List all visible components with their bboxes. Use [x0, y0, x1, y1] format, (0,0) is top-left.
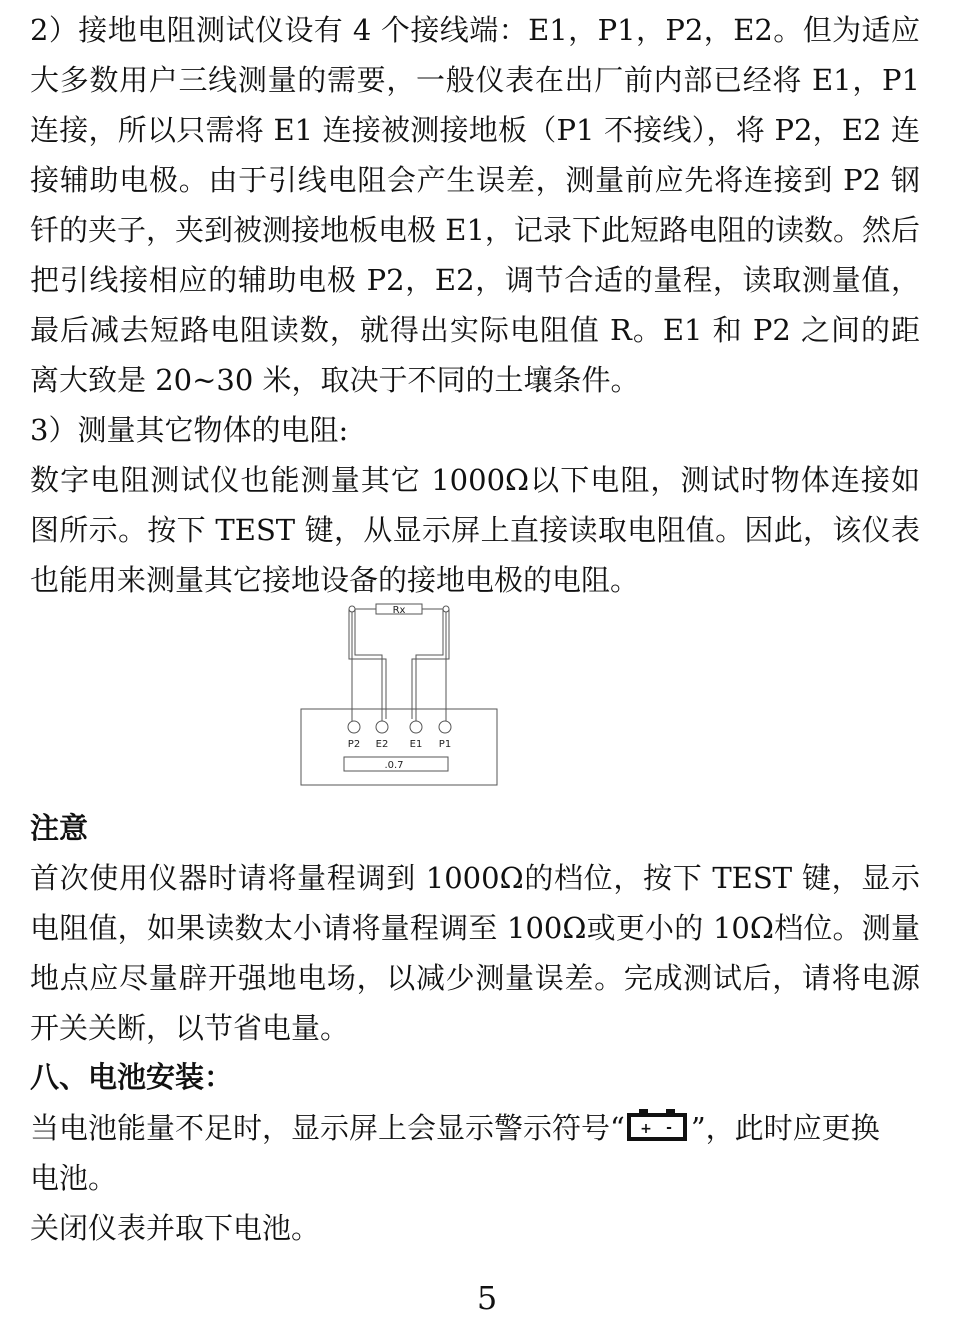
battery-section-heading: 八、电池安装： [30, 1060, 234, 1094]
terminal-label-e2: E2 [375, 739, 389, 750]
battery-text-after: ”，此时应更换电池。 [30, 1111, 880, 1195]
paragraph-item-3: 数字电阻测试仪也能测量其它 1000Ω以下电阻，测试时物体连接如图所示。按下 TEST 键，从显示屏上直接读取电阻值。因此，该仪表也能用来测量其它接地设备的接地电极的电阻。 [30, 463, 920, 597]
terminal-node-right [443, 606, 449, 612]
note-heading: 注意 [30, 811, 89, 845]
terminal-label-e1: E1 [409, 739, 423, 750]
display-reading: .0.7 [384, 760, 404, 771]
terminal-p2-socket [348, 721, 360, 733]
resistance-wiring-diagram [300, 603, 500, 787]
page-number: 5 [476, 1279, 498, 1317]
paragraph-item-2: 2）接地电阻测试仪设有 4 个接线端：E1，P1，P2，E2。但为适应大多数用户三线测量的需要，一般仪表在出厂前内部已经将 E1，P1 连接，所以只需将 E1 连接被测接地板（P1 不接线），将 P2，E2 连接辅助电极。由于引线电阻会产生误差，测量前应先将连接到 P2 钢钎的夹子，夹到被测接地板电极 E1，记录下此短路电阻的读数。然后把引线接相应的辅助电极 P2，E2，调节合适的量程，读取测量值，最后减去短路电阻读数，就得出实际电阻值 R。E1 和 P2 之间的距离大致是 20~30 米，取决于不同的土壤条件。 [30, 13, 920, 397]
terminal-e2-socket [376, 721, 388, 733]
battery-text-before: 当电池能量不足时，显示屏上会显示警示符号“ [30, 1111, 625, 1145]
item-3-title: 3）测量其它物体的电阻: [30, 413, 349, 447]
terminal-label-p1: P1 [438, 739, 452, 750]
terminal-node-left [349, 606, 355, 612]
terminal-p1-socket [439, 721, 451, 733]
terminal-e1-socket [410, 721, 422, 733]
battery-minus: - [665, 1120, 672, 1136]
battery-plus: + [639, 1121, 652, 1137]
terminal-label-p2: P2 [347, 739, 361, 750]
battery-low-icon [627, 1108, 689, 1142]
battery-step: 关闭仪表并取下电池。 [30, 1211, 321, 1245]
paragraph-note: 首次使用仪器时请将量程调到 1000Ω的档位，按下 TEST 键，显示电阻值，如果读数太小请将量程调至 100Ω或更小的 10Ω档位。测量地点应尽量辟开强地电场，以减少测量误差。完成测试后，请将电源开关关断，以节省电量。 [30, 861, 920, 1045]
instrument-body [301, 709, 497, 785]
wire-e2 [355, 609, 382, 721]
paragraph-battery [30, 1103, 900, 1203]
wire-e1 [416, 609, 443, 721]
resistor-label: Rx [392, 605, 406, 616]
